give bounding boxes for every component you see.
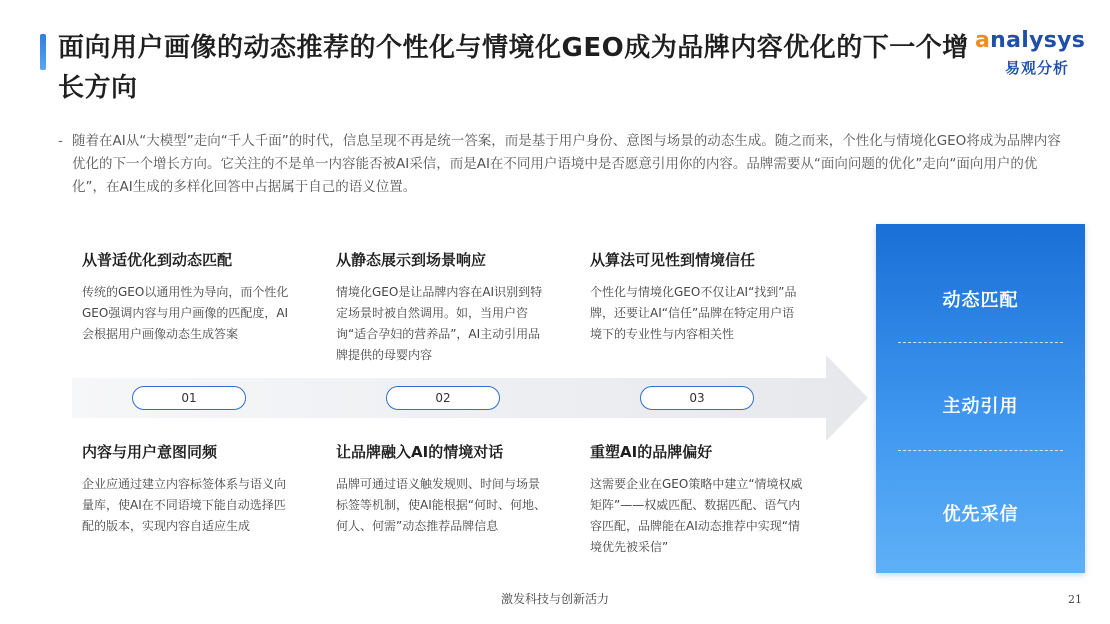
step-1-top-text: 传统的GEO以通用性为导向，而个性化GEO强调内容与用户画像的匹配度，AI会根据用户画像动态生成答案 xyxy=(82,285,289,341)
outcome-panel xyxy=(876,224,1085,573)
step-1-bottom-title: 内容与用户意图同频 xyxy=(82,443,218,461)
panel-divider xyxy=(898,342,1063,343)
step-2-top-title: 从静态展示到场景响应 xyxy=(336,251,487,269)
step-3-top-title: 从算法可见性到情境信任 xyxy=(590,251,756,269)
step-1-bottom-text: 企业应通过建立内容标签体系与语义向量库，使AI在不同语境下能自动选择匹配的版本，实现内容自适应生成 xyxy=(82,477,287,533)
step-2-top-text: 情境化GEO是让品牌内容在AI识别到特定场景时被自然调用。如，当用户咨询“适合孕妇的营养品”，AI主动引用品牌提供的母婴内容 xyxy=(336,285,543,362)
step-2-bottom-title: 让品牌融入AI的情境对话 xyxy=(336,443,504,461)
bullet-dash: - xyxy=(58,133,63,149)
step-2-top xyxy=(336,250,551,366)
step-3-bottom-title: 重塑AI的品牌偏好 xyxy=(590,443,713,461)
step-pill-02: 02 xyxy=(386,386,500,410)
intro-text: 随着在AI从“大模型”走向“千人千面”的时代，信息呈现不再是统一答案，而是基于用户身份、意图与场景的动态生成。随之而来，个性化与情境化GEO将成为品牌内容优化的下一个增长方向。它关注的不是单一内容能否被AI采信，而是AI在不同用户语境中是否愿意引用你的内容。品牌需要从“面向问题的优化”走向“面向用户的优化”，在AI生成的多样化回答中占据属于自己的语义位置。 xyxy=(72,133,1061,195)
step-3-top-text: 个性化与情境化GEO不仅让AI“找到”品牌，还要让AI“信任”品牌在特定用户语境下的专业性与内容相关性 xyxy=(590,285,797,341)
logo-wordmark-first-letter: a xyxy=(975,28,991,53)
outcome-priority-trust: 优先采信 xyxy=(942,504,1019,525)
outcome-active-citation: 主动引用 xyxy=(942,396,1019,417)
logo-chinese-name: 易观分析 xyxy=(1005,59,1070,77)
step-2-bottom-text: 品牌可通过语义触发规则、时间与场景标签等机制，使AI能根据“何时、何地、何人、何需”动态推荐品牌信息 xyxy=(336,477,546,533)
step-1-top xyxy=(82,250,297,345)
step-3-bottom-text: 这需要企业在GEO策略中建立“情境权威矩阵”——权威匹配、数据匹配、语气内容匹配，品牌能在AI动态推荐中实现“情境优先被采信” xyxy=(590,477,803,554)
step-1-bottom xyxy=(82,442,297,537)
panel-divider xyxy=(898,450,1063,451)
step-3-top xyxy=(590,250,805,345)
step-1-top-title: 从普适优化到动态匹配 xyxy=(82,251,233,269)
step-3-bottom xyxy=(590,442,805,558)
page-number: 21 xyxy=(1068,593,1082,606)
footer-slogan: 激发科技与创新活力 xyxy=(500,592,609,606)
outcome-dynamic-match: 动态匹配 xyxy=(942,290,1019,311)
step-pill-03: 03 xyxy=(640,386,754,410)
logo-wordmark-rest: nalysys xyxy=(990,28,1086,53)
step-2-bottom xyxy=(336,442,551,537)
page-title: 面向用户画像的动态推荐的个性化与情境化GEO成为品牌内容优化的下一个增长方向 xyxy=(58,33,969,103)
step-pill-01: 01 xyxy=(132,386,246,410)
